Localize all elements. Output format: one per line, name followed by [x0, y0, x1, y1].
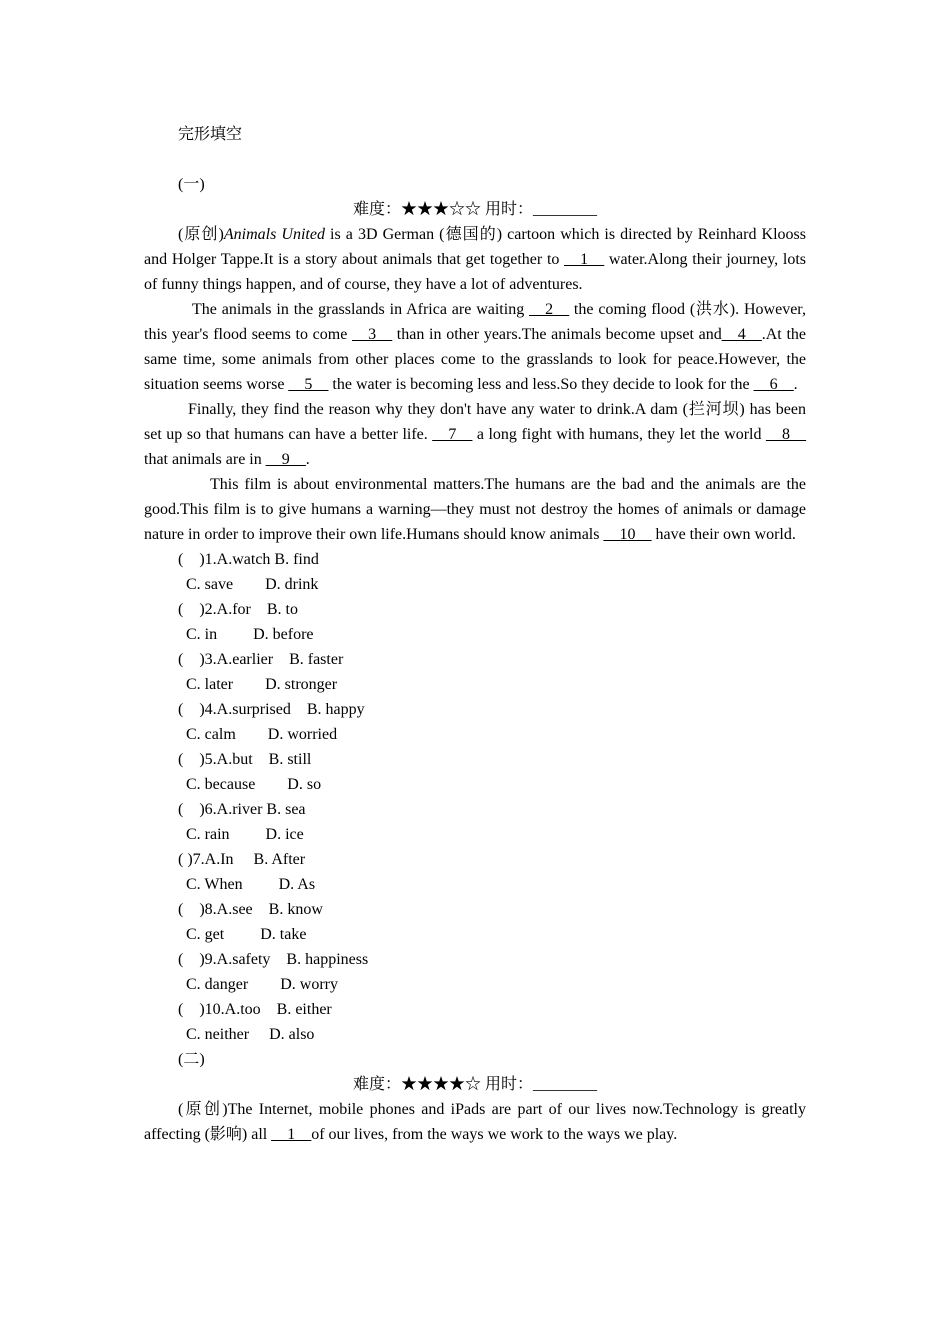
question-3-options: C. later D. stronger — [186, 676, 338, 693]
question-8[interactable]: ( )8.A.see B. know — [178, 901, 323, 918]
part-two-label: (二) — [178, 1051, 205, 1068]
passage-one-paragraph-2: The animals in the grasslands in Africa are waiting __2__ the coming flood (洪水). However, this year's flood seems to come __3__ than in other years.The animals become upset and__4__.At the same time, some animals from other places come to the grasslands to look for peace.However, the situation seems worse __5__ the water is becoming less and less.So they decide to look for the __6__. — [144, 301, 807, 393]
part-one-label: (一) — [178, 176, 205, 193]
blank-1[interactable]: __1__ — [564, 251, 605, 268]
part-one-difficulty: 难度：★★★☆☆ 用时：________ — [352, 201, 597, 218]
question-4[interactable]: ( )4.A.surprised B. happy — [178, 701, 365, 718]
passage-one-paragraph-1: (原创)Animals United is a 3D German (德国的) cartoon which is directed by Reinhard Klooss and Holger Tappe.It is a story about animals that get together to __1__ water.Along their journey, lots of funny things happen, and of course, they have a lot of adventures. — [144, 226, 807, 293]
question-5-options: C. because D. so — [186, 776, 322, 793]
film-title: Animals United — [223, 226, 325, 243]
question-8-options: C. get D. take — [186, 926, 307, 943]
part-two-difficulty: 难度：★★★★☆ 用时：________ — [352, 1076, 597, 1093]
source-tag-2: (原创) — [178, 1101, 228, 1118]
blank-5[interactable]: __5__ — [288, 376, 329, 393]
question-10-options: C. neither D. also — [186, 1026, 315, 1043]
blank-8[interactable]: __8__ — [766, 426, 807, 443]
blank-4[interactable]: __4__ — [721, 326, 762, 343]
blank-6[interactable]: __6__ — [753, 376, 794, 393]
question-9[interactable]: ( )9.A.safety B. happiness — [178, 951, 369, 968]
question-1[interactable]: ( )1.A.watch B. find — [178, 551, 319, 568]
blank-2[interactable]: __2__ — [529, 301, 570, 318]
blank-2-1[interactable]: __1__ — [271, 1126, 312, 1143]
question-2[interactable]: ( )2.A.for B. to — [178, 601, 298, 618]
question-6-options: C. rain D. ice — [186, 826, 304, 843]
blank-7[interactable]: __7__ — [432, 426, 473, 443]
question-7[interactable]: ( )7.A.In B. After — [178, 851, 306, 868]
document-page — [144, 122, 806, 1147]
passage-one-paragraph-3: Finally, they find the reason why they don't have any water to drink.A dam (拦河坝) has been set up so that humans can have a better life. __7__ a long fight with humans, they let the world __8__ that animals are in __9__. — [144, 401, 807, 468]
source-tag: (原创) — [178, 226, 224, 243]
blank-3[interactable]: __3__ — [352, 326, 393, 343]
question-1-options: C. save D. drink — [186, 576, 319, 593]
question-4-options: C. calm D. worried — [186, 726, 338, 743]
page-title: 完形填空 — [178, 126, 243, 143]
passage-two-paragraph-1: (原创)The Internet, mobile phones and iPads are part of our lives now.Technology is greatly affecting (影响) all __1__of our lives, from the ways we work to the ways we play. — [144, 1101, 806, 1143]
blank-10[interactable]: __10__ — [603, 526, 652, 543]
question-7-options: C. When D. As — [186, 876, 316, 893]
question-list — [144, 547, 806, 1047]
passage-one-paragraph-4: This film is about environmental matters.The humans are the bad and the animals are the good.This film is to give humans a warning—they must not destroy the homes of animals or damage nature in order to improve their own life.Humans should know animals __10__ have their own world. — [144, 476, 806, 543]
blank-9[interactable]: __9__ — [265, 451, 306, 468]
question-10[interactable]: ( )10.A.too B. either — [178, 1001, 332, 1018]
question-6[interactable]: ( )6.A.river B. sea — [178, 801, 306, 818]
question-5[interactable]: ( )5.A.but B. still — [178, 751, 312, 768]
question-9-options: C. danger D. worry — [186, 976, 338, 993]
question-3[interactable]: ( )3.A.earlier B. faster — [178, 651, 344, 668]
question-2-options: C. in D. before — [186, 626, 314, 643]
